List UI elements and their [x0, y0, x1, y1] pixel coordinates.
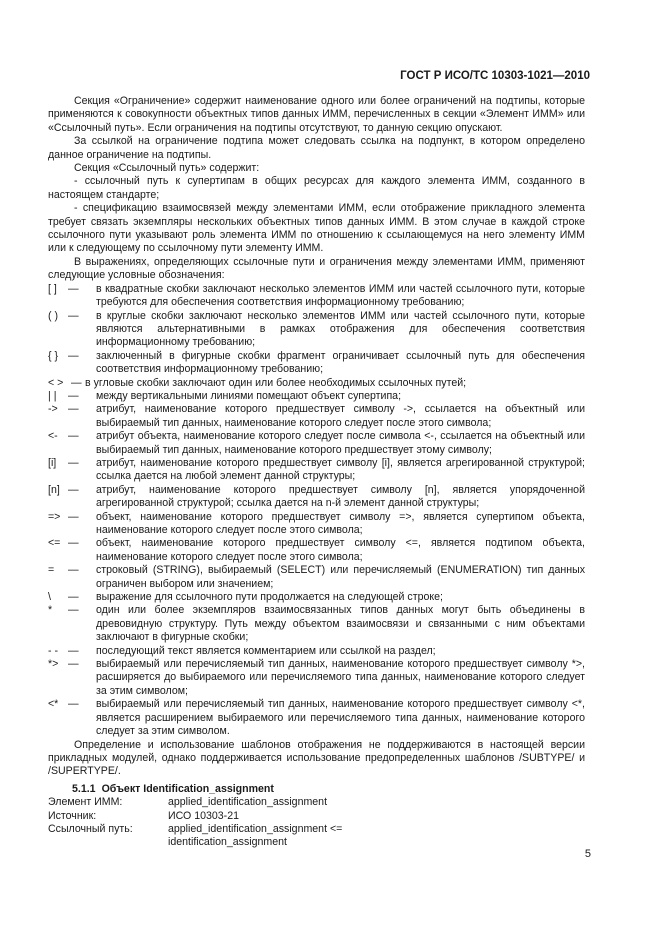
notation-dash: — [68, 389, 79, 402]
mapping-key: Элемент ИММ: [48, 796, 123, 809]
section-number: 5.1.1 [72, 782, 96, 795]
notation-symbol: < > [48, 376, 64, 389]
section-heading [48, 783, 585, 796]
notation-symbol: <* [48, 698, 59, 711]
notation-dash: — [68, 644, 79, 657]
notation-symbol: <= [48, 537, 61, 550]
mapping-row-aim-element [48, 796, 585, 809]
notation-item [48, 403, 585, 430]
page-number: 5 [584, 848, 591, 860]
notation-dash: — [68, 349, 79, 362]
notation-dash: — [68, 604, 79, 617]
notation-symbol: | | [48, 389, 57, 402]
notation-list [48, 283, 585, 739]
paragraph-reference-path-intro: Секция «Ссылочный путь» содержит: [74, 162, 260, 175]
notation-item [48, 350, 585, 377]
notation-text: объект, наименование которого предшествует символу =>, является супертипом объекта, наименование которого следует после этого символа; [96, 510, 585, 536]
notation-text: между вертикальными линиями помещают объект супертипа; [96, 389, 402, 402]
notation-symbol: * [48, 604, 53, 617]
notation-symbol: [n] [48, 483, 60, 496]
notation-symbol: <- [48, 430, 58, 443]
notation-symbol: - - [48, 644, 58, 657]
mapping-key: Ссылочный путь: [48, 822, 133, 835]
mapping-key: Источник: [48, 809, 97, 822]
paragraph-supertype-path: - ссылочный путь к супертипам в общих ресурсах для каждого элемента ИММ, созданного в настоящем стандарте; [48, 175, 585, 201]
notation-text: атрибут, наименование которого предшествует символу [i], является агрегированной структурой; ссылка дается на любой элемент данной структуры; [96, 456, 585, 483]
notation-dash: — [68, 658, 79, 671]
notation-item [48, 604, 585, 644]
notation-item [48, 457, 585, 484]
notation-text: заключенный в фигурные скобки фрагмент ограничивает ссылочный путь для обеспечения соответствия информационному требованию; [96, 349, 585, 376]
notation-dash: — [68, 537, 79, 550]
notation-symbol: \ [48, 591, 51, 604]
notation-symbol: { } [48, 349, 59, 362]
notation-dash: — [68, 456, 79, 469]
notation-dash: — [68, 591, 79, 604]
notation-item [48, 484, 585, 511]
notation-item [48, 658, 585, 698]
notation-text: последующий текст является комментарием или ссылкой на раздел; [96, 644, 436, 657]
paragraph-templates: Определение и использование шаблонов отображения не поддерживаются в настоящей версии прикладных модулей, однако поддерживается использование предопределенных шаблонов /SUBTYPE/ и /SUPERTYPE/. [48, 738, 585, 778]
mapping-value: ИСО 10303-21 [168, 809, 239, 822]
notation-symbol: = [48, 564, 55, 577]
notation-item [48, 283, 585, 310]
paragraph-constraint-section: Секция «Ограничение» содержит наименование одного или более ограничений на подтипы, которые применяются к совокупности объектных типов данных ИММ, перечисленных в секции «Элемент ИММ» или «Ссылочный путь». Если ограничения на подтипы отсутствуют, то данную секцию опускают. [48, 95, 585, 134]
notation-symbol: [i] [48, 456, 57, 469]
notation-text: выбираемый или перечисляемый тип данных, наименование которого предшествует символу *>, расширяется до выбираемого или перечисляемого типа данных, наименование которого следует за этим символом; [96, 658, 585, 697]
notation-item [48, 698, 585, 738]
notation-dash: — [68, 483, 79, 496]
notation-symbol: [ ] [48, 282, 57, 295]
paragraph-subtype-reference: За ссылкой на ограничение подтипа может следовать ссылка на подпункт, в котором определено данное ограничение на подтипы. [48, 135, 585, 161]
notation-dash: — [68, 309, 79, 322]
notation-item [48, 537, 585, 564]
mapping-value-continued: identification_assignment [168, 836, 287, 849]
notation-item [48, 430, 585, 457]
notation-text: строковый (STRING), выбираемый (SELECT) или перечисляемый (ENUMERATION) тип данных ограничен выбором или значением; [96, 564, 585, 590]
notation-dash: — [68, 510, 79, 523]
notation-dash: — [68, 282, 79, 295]
mapping-row-reference-path [48, 823, 585, 850]
paragraph-notation-intro: В выражениях, определяющих ссылочные пути и ограничения между элементами ИММ, применяют следующие условные обозначения: [48, 255, 585, 282]
notation-text: в угловые скобки заключают один или более необходимых ссылочных путей; [85, 376, 467, 389]
standard-header: ГОСТ Р ИСО/ТС 10303-1021—2010 [400, 70, 590, 82]
notation-symbol: -> [48, 403, 58, 416]
notation-item [48, 390, 585, 403]
notation-item [48, 377, 585, 390]
mapping-value: applied_identification_assignment [168, 796, 328, 809]
notation-item [48, 564, 585, 591]
mapping-value: applied_identification_assignment <= [168, 822, 343, 835]
notation-symbol: *> [48, 658, 59, 671]
notation-dash: — [71, 376, 82, 389]
notation-text: в квадратные скобки заключают несколько элементов ИММ или частей ссылочного пути, которые требуются для обеспечения соответствия информационному требованию; [96, 282, 585, 309]
notation-symbol: ( ) [48, 309, 58, 322]
document-body [48, 95, 585, 850]
notation-text: один или более экземпляров взаимосвязанных типов данных могут быть объединены в древовидную структуру. Путь между объектом взаимосвязи и связанными с ним объектами заключают в фигурные скобки; [96, 604, 585, 644]
notation-dash: — [68, 564, 79, 577]
notation-text: в круглые скобки заключают несколько элементов ИММ или частей ссылочного пути, которые являются альтернативными в рамках отображения для обеспечения соответствия информационному требованию; [96, 309, 585, 349]
notation-item [48, 645, 585, 658]
notation-dash: — [68, 698, 79, 711]
notation-text: атрибут, наименование которого предшествует символу [n], является упорядоченной агрегированной структурой; ссылка дается на n-й элемент данной структуры; [96, 483, 585, 510]
notation-text: выбираемый или перечисляемый тип данных, наименование которого предшествует символу <*, является расширением выбираемого или перечисляемого типа данных, наименование которого следует за этим символом. [96, 698, 585, 738]
notation-text: объект, наименование которого предшествует символу <=, является подтипом объекта, наименование которого следует после этого символа; [96, 537, 585, 563]
notation-dash: — [68, 430, 79, 443]
notation-text: атрибут объекта, наименование которого следует после символа <-, ссылается на объектный или выбираемый тип данных, наименование которого предшествует этому символу; [96, 430, 585, 456]
section-title: Объект Identification_assignment [101, 782, 274, 795]
notation-symbol: => [48, 510, 61, 523]
notation-item [48, 511, 585, 538]
mapping-row-source [48, 810, 585, 823]
notation-dash: — [68, 403, 79, 416]
notation-item [48, 310, 585, 350]
notation-text: атрибут, наименование которого предшествует символу ->, ссылается на объектный или выбираемый тип данных, наименование которого следует после этого символа; [96, 403, 585, 429]
notation-text: выражение для ссылочного пути продолжается на следующей строке; [96, 591, 443, 604]
paragraph-relationship-spec: - спецификацию взаимосвязей между элементами ИММ, если отображение прикладного элемента требует связать экземпляры нескольких объектных типов данных ИММ. В этом случае в каждой строке ссылочного пути указывают роль элемента ИММ по отношению к ссылающемуся на него элементу ИММ или к следующему по ссылочному пути элементу ИММ. [48, 202, 585, 255]
notation-item [48, 591, 585, 604]
